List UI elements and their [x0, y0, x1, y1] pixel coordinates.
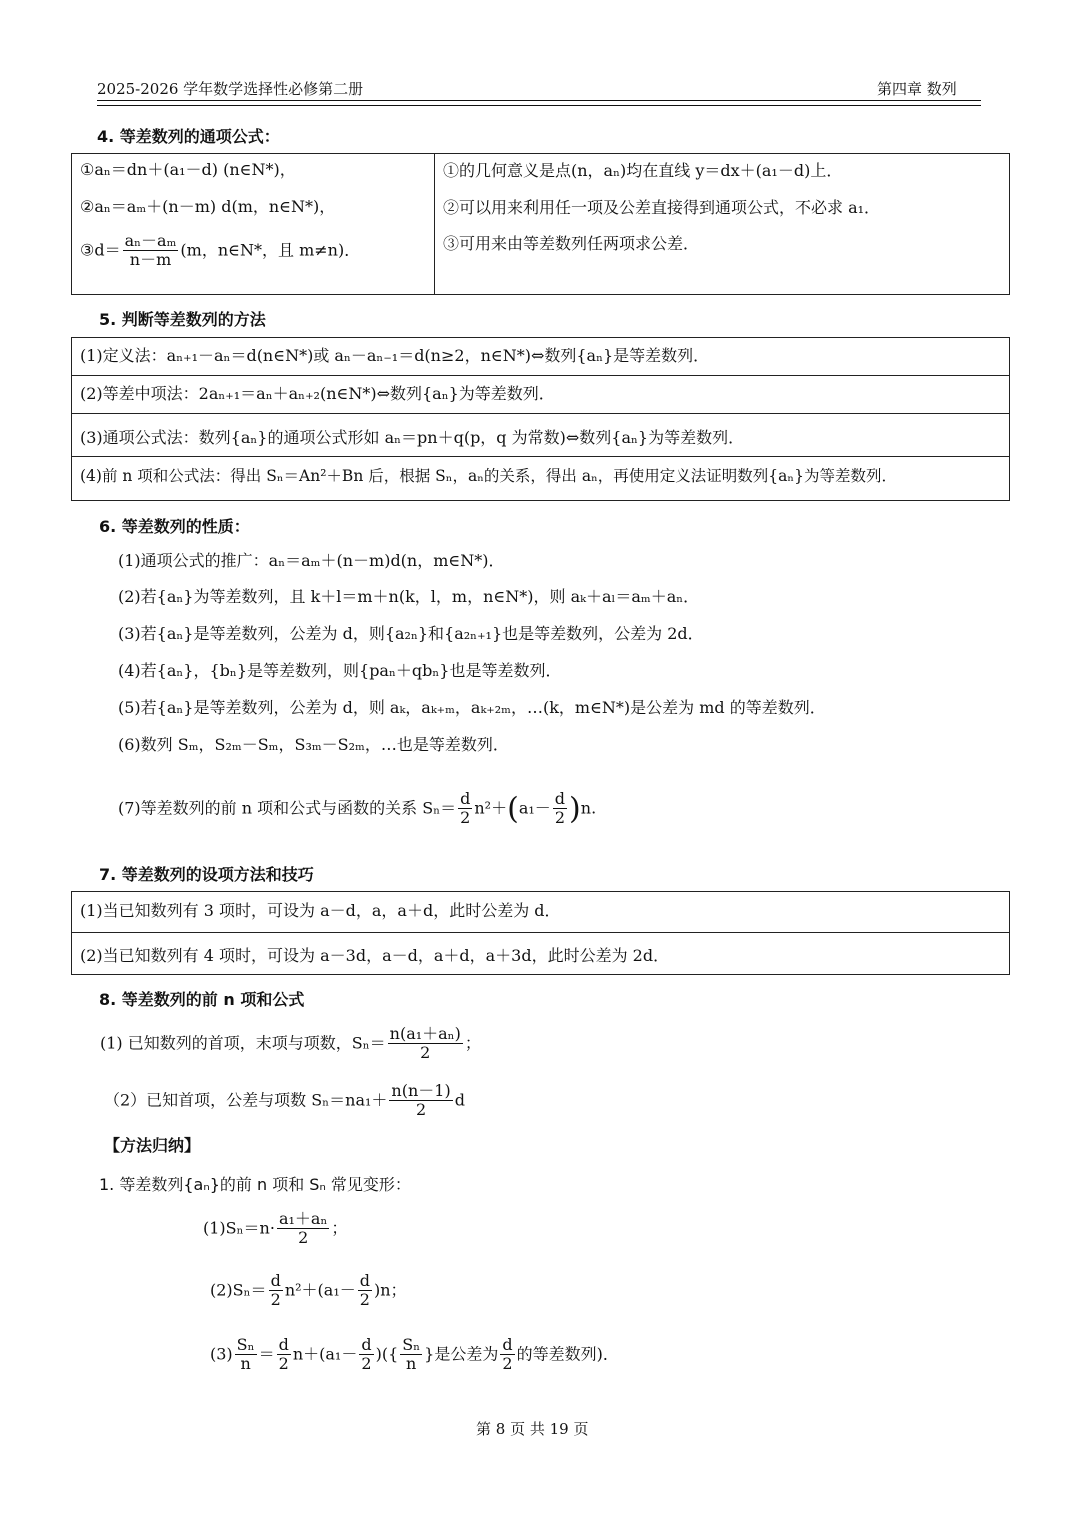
fraction — [123, 232, 179, 270]
numerator: Sₙ — [236, 1335, 255, 1354]
denominator: n — [240, 1354, 251, 1374]
denominator: 2 — [359, 1290, 370, 1310]
variant-3-mid2: )({ — [375, 1344, 399, 1364]
section-7-title: 7. 等差数列的设项方法和技巧 — [99, 865, 314, 884]
header-chapter: 第四章 数列 — [877, 80, 957, 98]
method-general-term: (3)通项公式法：数列{aₙ}的通项公式形如 aₙ＝pn＋q(p，q 为常数)⇔数列{aₙ}为等差数列． — [80, 428, 745, 447]
fraction — [389, 1082, 452, 1120]
section-6-title: 6. 等差数列的性质： — [99, 517, 250, 536]
numerator: d — [270, 1271, 281, 1290]
variant-3 — [210, 1336, 619, 1374]
property-1: (1)通项公式的推广：aₙ＝aₘ＋(n－m)d(n，m∈N*)． — [118, 551, 505, 570]
denominator: 2 — [298, 1228, 309, 1248]
sum-formula-1 — [100, 1025, 481, 1063]
fraction — [277, 1210, 329, 1248]
property-7-suffix: n. — [580, 798, 597, 818]
row-divider — [71, 456, 1010, 457]
variant-1-prefix: (1)Sₙ＝n· — [203, 1218, 275, 1238]
fraction — [400, 1336, 422, 1374]
property-4: (4)若{aₙ}，{bₙ}是等差数列，则{paₙ＋qbₙ}也是等差数列． — [118, 661, 562, 680]
method-sum-formula: (4)前 n 项和公式法：得出 Sₙ＝An²＋Bn 后，根据 Sₙ，aₙ的关系，得出 aₙ，再使用定义法证明数列{aₙ}为等差数列． — [80, 467, 897, 485]
page-number: 第 8 页 共 19 页 — [476, 1420, 589, 1438]
sum-formula-1-suffix: ； — [464, 1033, 481, 1053]
numerator: d — [460, 789, 471, 808]
fraction — [500, 1336, 514, 1374]
denominator: n — [406, 1354, 417, 1374]
property-5: (5)若{aₙ}是等差数列，公差为 d，则 aₖ，aₖ₊ₘ，aₖ₊₂ₘ，…(k，m∈N*)是公差为 md 的等差数列． — [118, 698, 826, 717]
denominator: 2 — [415, 1100, 427, 1120]
numerator: d — [502, 1335, 513, 1354]
left-paren: ( — [507, 791, 519, 827]
numerator: n(n－1) — [391, 1081, 451, 1100]
fraction — [458, 790, 472, 828]
fraction — [269, 1272, 283, 1310]
denominator: n－m — [129, 250, 172, 270]
formula-4-3-cond: (m，n∈N*，且 m≠n)． — [180, 240, 361, 260]
header-rule-thin — [97, 105, 981, 106]
property-2: (2)若{aₙ}为等差数列，且 k＋l＝m＋n(k，l，m，n∈N*)，则 aₖ＋aₗ＝aₘ＋aₙ． — [118, 587, 700, 606]
denominator: 2 — [270, 1290, 281, 1310]
denominator: 2 — [278, 1354, 289, 1374]
variant-3-mid: n＋(a₁－ — [292, 1344, 358, 1364]
variant-1-suffix: ； — [331, 1218, 348, 1238]
numerator: n(a₁＋aₙ) — [389, 1024, 461, 1043]
variant-2 — [210, 1272, 407, 1310]
equals: ＝ — [258, 1344, 275, 1364]
fraction — [358, 1272, 372, 1310]
header-rule — [97, 100, 981, 101]
row-divider — [71, 375, 1010, 376]
numerator: d — [359, 1271, 370, 1290]
note-4-2: ②可以用来利用任一项及公差直接得到通项公式，不必求 a₁． — [443, 198, 881, 217]
fraction — [388, 1025, 463, 1063]
row-divider — [71, 413, 1010, 414]
note-4-1: ①的几何意义是点(n，aₙ)均在直线 y＝dx＋(a₁－d)上． — [443, 161, 843, 180]
fraction — [553, 790, 567, 828]
n-squared-plus: n²＋ — [474, 798, 508, 818]
method-middle-term: (2)等差中项法：2aₙ₊₁＝aₙ＋aₙ₊₂(n∈N*)⇔数列{aₙ}为等差数列． — [80, 384, 555, 403]
four-terms-setup: (2)当已知数列有 4 项时，可设为 a－3d，a－d，a＋d，a＋3d，此时公差为 2d． — [80, 946, 670, 965]
section-4-title: 4. 等差数列的通项公式： — [97, 127, 280, 146]
numerator: aₙ－aₘ — [124, 231, 177, 250]
sum-formula-2-suffix: d — [454, 1090, 465, 1110]
denominator: 2 — [502, 1354, 513, 1374]
sum-formula-2 — [104, 1082, 465, 1120]
fraction — [277, 1336, 291, 1374]
variant-2-suffix: )n； — [373, 1280, 407, 1300]
property-6: (6)数列 Sₘ，S₂ₘ－Sₘ，S₃ₘ－S₂ₘ，…也是等差数列． — [118, 735, 509, 754]
numerator: a₁＋aₙ — [278, 1209, 328, 1228]
property-7-prefix: (7)等差数列的前 n 项和公式与函数的关系 Sₙ＝ — [118, 798, 457, 818]
formula-4-2: ②aₙ＝aₘ＋(n－m) d(m，n∈N*)， — [80, 197, 336, 216]
property-3: (3)若{aₙ}是等差数列，公差为 d，则{a₂ₙ}和{a₂ₙ₊₁}也是等差数列，公差为 2d． — [118, 624, 704, 643]
method-summary-subtitle: 1. 等差数列{aₙ}的前 n 项和 Sₙ 常见变形： — [99, 1175, 411, 1194]
fraction — [235, 1336, 257, 1374]
numerator: d — [554, 789, 566, 808]
numerator: Sₙ — [402, 1335, 421, 1354]
right-paren: ) — [569, 791, 581, 827]
variant-3-text: }是公差为 — [424, 1344, 499, 1364]
denominator: 2 — [554, 808, 566, 828]
three-terms-setup: (1)当已知数列有 3 项时，可设为 a－d，a，a＋d，此时公差为 d． — [80, 901, 561, 920]
method-definition: (1)定义法：aₙ₊₁－aₙ＝d(n∈N*)或 aₙ－aₙ₋₁＝d(n≥2，n∈N*)⇔数列{aₙ}是等差数列． — [80, 346, 710, 365]
note-4-3: ③可用来由等差数列任两项求公差． — [443, 234, 700, 253]
a1-minus: a₁－ — [518, 798, 551, 818]
denominator: 2 — [420, 1043, 431, 1063]
method-summary-title: 【方法归纳】 — [104, 1136, 201, 1155]
numerator: d — [361, 1335, 372, 1354]
numerator: d — [278, 1335, 289, 1354]
formula-4-3-lhs: ③d＝ — [80, 240, 121, 260]
section-5-title: 5. 判断等差数列的方法 — [99, 310, 266, 329]
section-8-title: 8. 等差数列的前 n 项和公式 — [99, 990, 305, 1009]
denominator: 2 — [460, 808, 471, 828]
variant-2-prefix: (2)Sₙ＝ — [210, 1280, 267, 1300]
row-divider — [71, 932, 1010, 933]
variant-3-prefix: (3) — [210, 1344, 233, 1364]
variant-3-end: 的等差数列)． — [516, 1344, 619, 1364]
fraction — [359, 1336, 373, 1374]
formula-4-1: ①aₙ＝dn＋(a₁－d) (n∈N*)， — [80, 160, 296, 179]
property-7 — [118, 790, 596, 828]
sum-formula-1-prefix: (1) 已知数列的首项，末项与项数，Sₙ＝ — [100, 1033, 386, 1053]
variant-2-mid: n²＋(a₁－ — [284, 1280, 356, 1300]
denominator: 2 — [361, 1354, 372, 1374]
sum-formula-2-prefix: （2）已知首项，公差与项数 Sₙ＝na₁＋ — [104, 1090, 388, 1110]
section-4-divider — [434, 153, 435, 295]
formula-4-3 — [80, 232, 360, 270]
header-book-title: 2025-2026 学年数学选择性必修第二册 — [97, 80, 364, 98]
variant-1 — [203, 1210, 347, 1248]
